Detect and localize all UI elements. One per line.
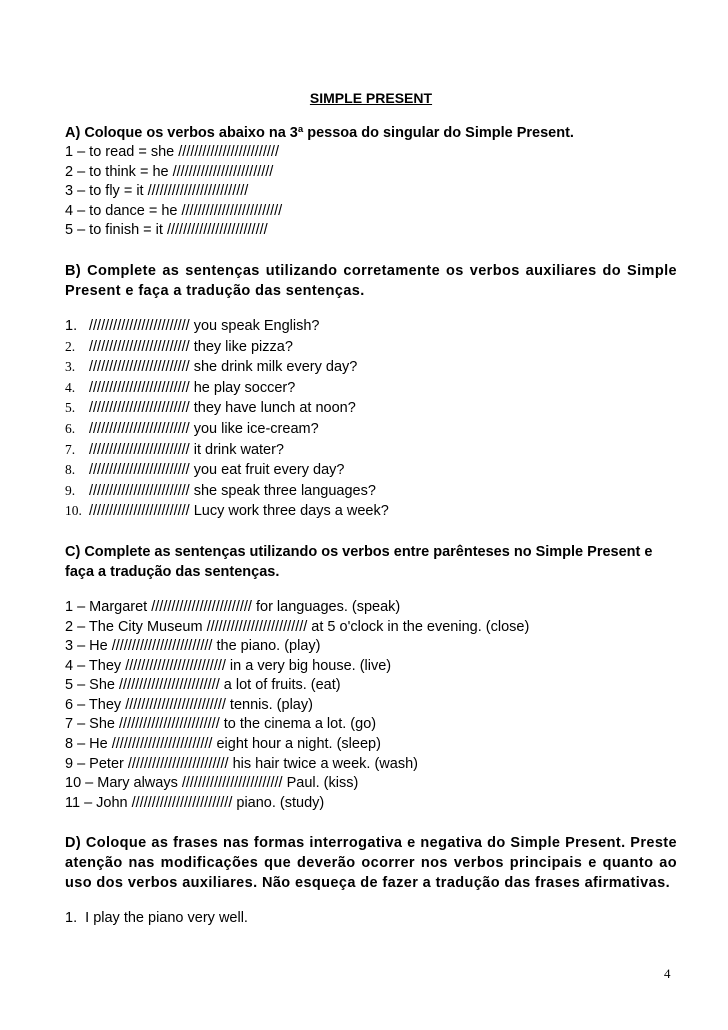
page-number: 4 xyxy=(664,966,671,981)
section-b-item: 5. ///////////////////////// they have lunch at noon? xyxy=(65,400,356,417)
section-a-item: 3 – to fly = it ///////////////////////// xyxy=(65,183,249,200)
section-c-item: 3 – He ///////////////////////// the piano. (play) xyxy=(65,638,321,655)
section-a-item: 5 – to finish = it ///////////////////////// xyxy=(65,222,268,239)
section-c-item: 9 – Peter ///////////////////////// his hair twice a week. (wash) xyxy=(65,755,418,772)
section-c xyxy=(65,542,677,814)
section-b-item: 10. ///////////////////////// Lucy work three days a week? xyxy=(65,503,389,520)
section-d-item: 1. I play the piano very well. xyxy=(65,910,248,927)
section-a-heading: A) Coloque os verbos abaixo na 3ª pessoa do singular do Simple Present. xyxy=(65,125,574,141)
worksheet-page xyxy=(65,90,677,929)
section-a xyxy=(65,123,677,241)
section-b-item: 1. ///////////////////////// you speak English? xyxy=(65,317,320,334)
section-c-heading: C) Complete as sentenças utilizando os verbos entre parênteses no Simple Present e faça a tradução das sentenças. xyxy=(65,543,653,580)
section-c-item: 11 – John ///////////////////////// piano. (study) xyxy=(65,794,325,811)
section-b-item: 8. ///////////////////////// you eat fruit every day? xyxy=(65,462,345,479)
section-b-heading: B) Complete as sentenças utilizando corretamente os verbos auxiliares do Simple Present e faça a tradução das sentenças. xyxy=(65,262,677,299)
section-b xyxy=(65,261,677,522)
section-b-item: 3. ///////////////////////// she drink milk every day? xyxy=(65,359,358,376)
section-c-item: 6 – They ///////////////////////// tennis. (play) xyxy=(65,696,313,713)
section-b-item: 7. ///////////////////////// it drink water? xyxy=(65,441,284,458)
section-a-item: 2 – to think = he ///////////////////////// xyxy=(65,163,274,180)
section-a-item: 1 – to read = she ///////////////////////// xyxy=(65,144,279,160)
section-c-item: 7 – She ///////////////////////// to the cinema a lot. (go) xyxy=(65,716,377,733)
section-c-item: 10 – Mary always ///////////////////////// Paul. (kiss) xyxy=(65,775,359,792)
section-c-item: 8 – He ///////////////////////// eight hour a night. (sleep) xyxy=(65,736,381,753)
section-d-heading: D) Coloque as frases nas formas interrogativa e negativa do Simple Present. Preste atenção nas modificações que deverão ocorrer nos verbos principais e quanto ao uso dos verbos auxiliares. Não esqueça de fazer a tradução das frases afirmativas. xyxy=(65,835,677,892)
section-b-item: 6. ///////////////////////// you like ice-cream? xyxy=(65,420,319,437)
section-c-item: 5 – She ///////////////////////// a lot of fruits. (eat) xyxy=(65,677,341,694)
section-c-item: 2 – The City Museum ///////////////////////// at 5 o'clock in the evening. (close) xyxy=(65,618,530,635)
section-a-item: 4 – to dance = he ///////////////////////// xyxy=(65,202,283,219)
section-d xyxy=(65,833,677,929)
section-c-item: 4 – They ///////////////////////// in a very big house. (live) xyxy=(65,657,392,674)
section-c-item: 1 – Margaret ///////////////////////// for languages. (speak) xyxy=(65,598,401,615)
section-b-item: 2. ///////////////////////// they like pizza? xyxy=(65,338,293,355)
section-b-item: 9. ///////////////////////// she speak three languages? xyxy=(65,482,376,499)
page-title: SIMPLE PRESENT xyxy=(309,90,433,106)
section-b-item: 4. ///////////////////////// he play soccer? xyxy=(65,379,296,396)
